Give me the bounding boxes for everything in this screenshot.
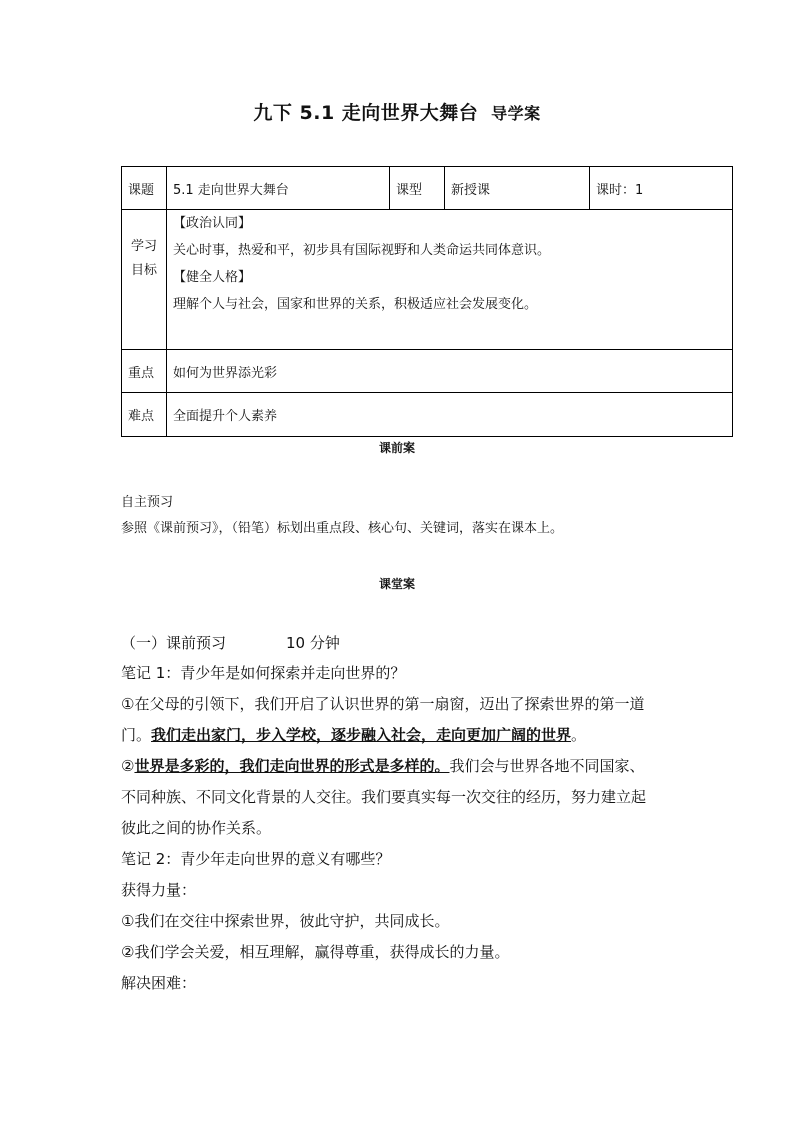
difficulty-value: 全面提升个人素养: [167, 393, 733, 437]
section-title: [121, 628, 721, 658]
title-sub: 导学案: [491, 104, 541, 123]
lesson-info-table: [121, 166, 733, 437]
type-label: 课型: [390, 167, 445, 210]
goal-text-political: 关心时事，热爱和平，初步具有国际视野和人类命运共同体意识。: [173, 243, 551, 258]
pre-class-heading: 课前案: [378, 441, 415, 455]
note1-p1-emphasis: 我们走出家门，步入学校，逐步融入社会，走向更加广阔的世界: [151, 726, 572, 744]
goal-heading-personality: 【健全人格】: [173, 270, 252, 285]
note1-p2-marker: ②: [121, 757, 135, 775]
table-row-difficulty: [122, 393, 733, 437]
section-time: 10 分钟: [286, 634, 340, 652]
goals-content: [167, 210, 733, 350]
document-title: [0, 98, 794, 125]
type-value: 新授课: [445, 167, 590, 210]
note1-p2-emphasis: 世界是多彩的，我们走向世界的形式是多样的。: [134, 757, 450, 775]
topic-label: 课题: [122, 167, 167, 210]
solve-title: 解决困难：: [121, 974, 197, 992]
difficulty-label: 难点: [122, 393, 167, 437]
key-value: 如何为世界添光彩: [167, 350, 733, 393]
note1-p2-line3: 彼此之间的协作关系。: [121, 819, 272, 837]
goals-label-line1: 学习: [130, 239, 157, 254]
in-class-heading: 课堂案: [378, 577, 415, 591]
in-class-body: [121, 628, 721, 999]
section-label: （一）课前预习: [121, 634, 227, 652]
note1-question: 笔记 1：青少年是如何探索并走向世界的？: [121, 664, 406, 682]
title-main: 九下 5.1 走向世界大舞台: [253, 102, 479, 124]
table-row-goals: [122, 210, 733, 350]
self-study-title: 自主预习: [121, 495, 174, 510]
note1-p2-line2: 不同种族、不同文化背景的人交往。我们要真实每一次交往的经历，努力建立起: [121, 788, 647, 806]
goal-heading-political: 【政治认同】: [173, 216, 252, 231]
gain-title: 获得力量：: [121, 881, 197, 899]
gain-item-1: ①我们在交往中探索世界，彼此守护，共同成长。: [121, 912, 450, 930]
gain-item-2: ②我们学会关爱，相互理解，赢得尊重，获得成长的力量。: [121, 943, 510, 961]
note2-question: 笔记 2：青少年走向世界的意义有哪些？: [121, 850, 391, 868]
period-value: 课时：1: [590, 167, 733, 210]
goals-label-line2: 目标: [130, 263, 157, 278]
note1-p2-rest: 我们会与世界各地不同国家、: [449, 757, 645, 775]
table-row-topic: [122, 167, 733, 210]
self-study-text: 参照《课前预习》，（铅笔）标划出重点段、核心句、关键词，落实在课本上。: [121, 521, 564, 536]
topic-value: 5.1 走向世界大舞台: [167, 167, 390, 210]
note1-p2-line1: [121, 751, 721, 782]
note1-p1-suffix: 。: [571, 726, 587, 744]
goal-text-personality: 理解个人与社会，国家和世界的关系，积极适应社会发展变化。: [173, 297, 538, 312]
note1-p1-line2: [121, 720, 721, 751]
goals-label: [122, 210, 167, 350]
note1-p1-prefix: 门。: [121, 726, 152, 744]
note1-p1-line1: ①在父母的引领下，我们开启了认识世界的第一扇窗，迈出了探索世界的第一道: [121, 695, 645, 713]
table-row-key: [122, 350, 733, 393]
key-label: 重点: [122, 350, 167, 393]
